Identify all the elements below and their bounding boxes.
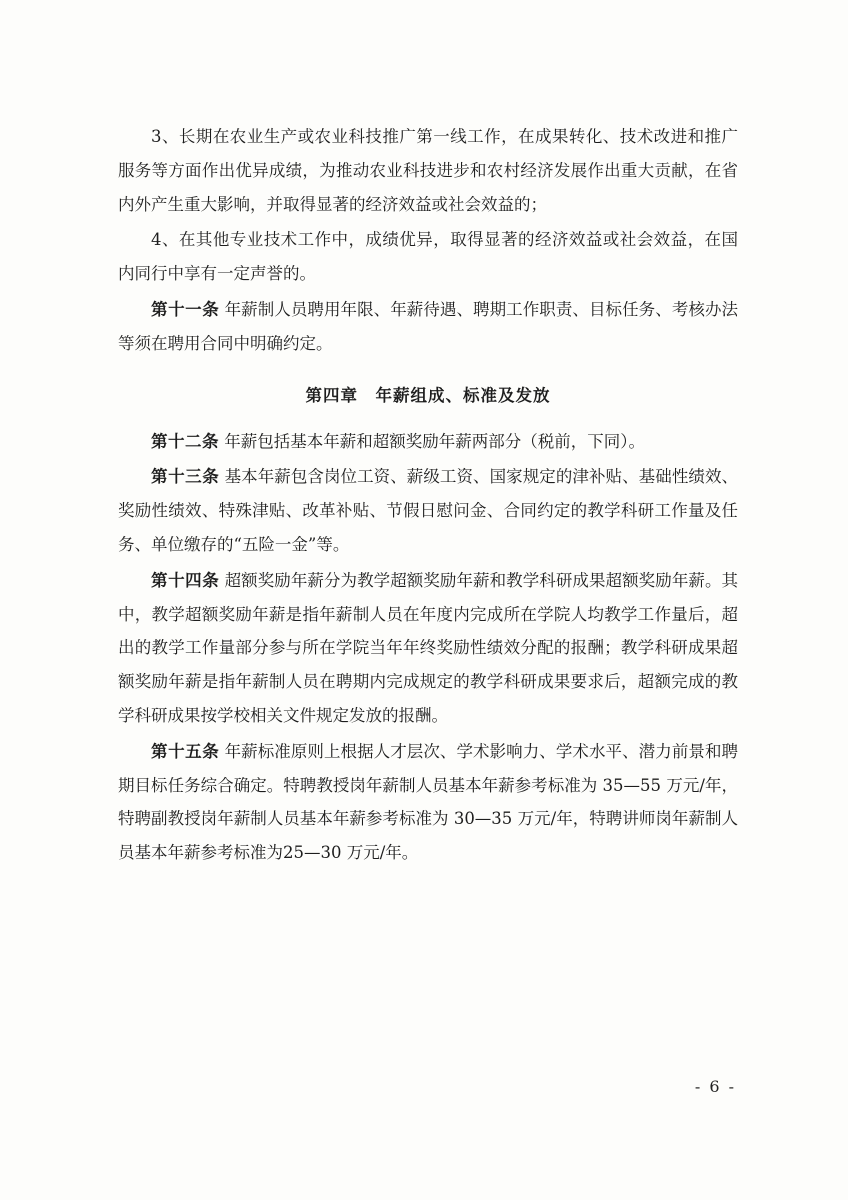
body-paragraph: 4、在其他专业技术工作中，成绩优异，取得显著的经济效益或社会效益，在国内同行中享有一定声誉的。 bbox=[118, 230, 738, 284]
clause-label: 第十四条 bbox=[151, 570, 220, 590]
clause-paragraph bbox=[118, 425, 738, 459]
clause-label: 第十三条 bbox=[151, 467, 220, 487]
clause-label: 第十二条 bbox=[151, 431, 219, 451]
clause-text: 基本年薪包含岗位工资、薪级工资、国家规定的津补贴、基础性绩效、奖励性绩效、特殊津贴、改革补贴、节假日慰问金、合同约定的教学科研工作量及任务、单位缴存的“五险一金”等。 bbox=[118, 467, 739, 554]
clause-label: 第十五条 bbox=[151, 741, 220, 761]
page-content-area bbox=[118, 120, 738, 872]
clause-label: 第十一条 bbox=[151, 300, 220, 320]
document-body bbox=[118, 120, 738, 870]
body-paragraph: 3、长期在农业生产或农业科技推广第一线工作，在成果转化、技术改进和推广服务等方面作出优异成绩，为推动农业科技进步和农村经济发展作出重大贡献，在省内外产生重大影响，并取得显著的经济效益或社会效益的； bbox=[118, 127, 738, 214]
clause-paragraph bbox=[118, 293, 738, 361]
clause-paragraph bbox=[118, 460, 738, 561]
clause-paragraph bbox=[118, 735, 738, 870]
clause-paragraph bbox=[118, 564, 738, 733]
clause-text: 年薪标准原则上根据人才层次、学术影响力、学术水平、潜力前景和聘期目标任务综合确定。特聘教授岗年薪制人员基本年薪参考标准为 35—55 万元/年，特聘副教授岗年薪制人员基本年薪参考标准为 30—35 万元/年，特聘讲师岗年薪制人员基本年薪参考标准为25—30 万元/年。 bbox=[118, 741, 739, 863]
clause-text: 超额奖励年薪分为教学超额奖励年薪和教学科研成果超额奖励年薪。其中，教学超额奖励年薪是指年薪制人员在年度内完成所在学院人均教学工作量后，超出的教学工作量部分参与所在学院当年年终奖励性绩效分配的报酬；教学科研成果超额奖励年薪是指年薪制人员在聘期内完成规定的教学科研成果要求后，超额完成的教学科研成果按学校相关文件规定发放的报酬。 bbox=[118, 570, 739, 725]
chapter-heading: 第四章 年薪组成、标准及发放 bbox=[305, 385, 551, 405]
page-number: - 6 - bbox=[694, 1077, 736, 1096]
clause-text: 年薪制人员聘用年限、年薪待遇、聘期工作职责、目标任务、考核办法等须在聘用合同中明确约定。 bbox=[118, 300, 739, 353]
clause-text: 年薪包括基本年薪和超额奖励年薪两部分（税前，下同）。 bbox=[224, 431, 645, 451]
